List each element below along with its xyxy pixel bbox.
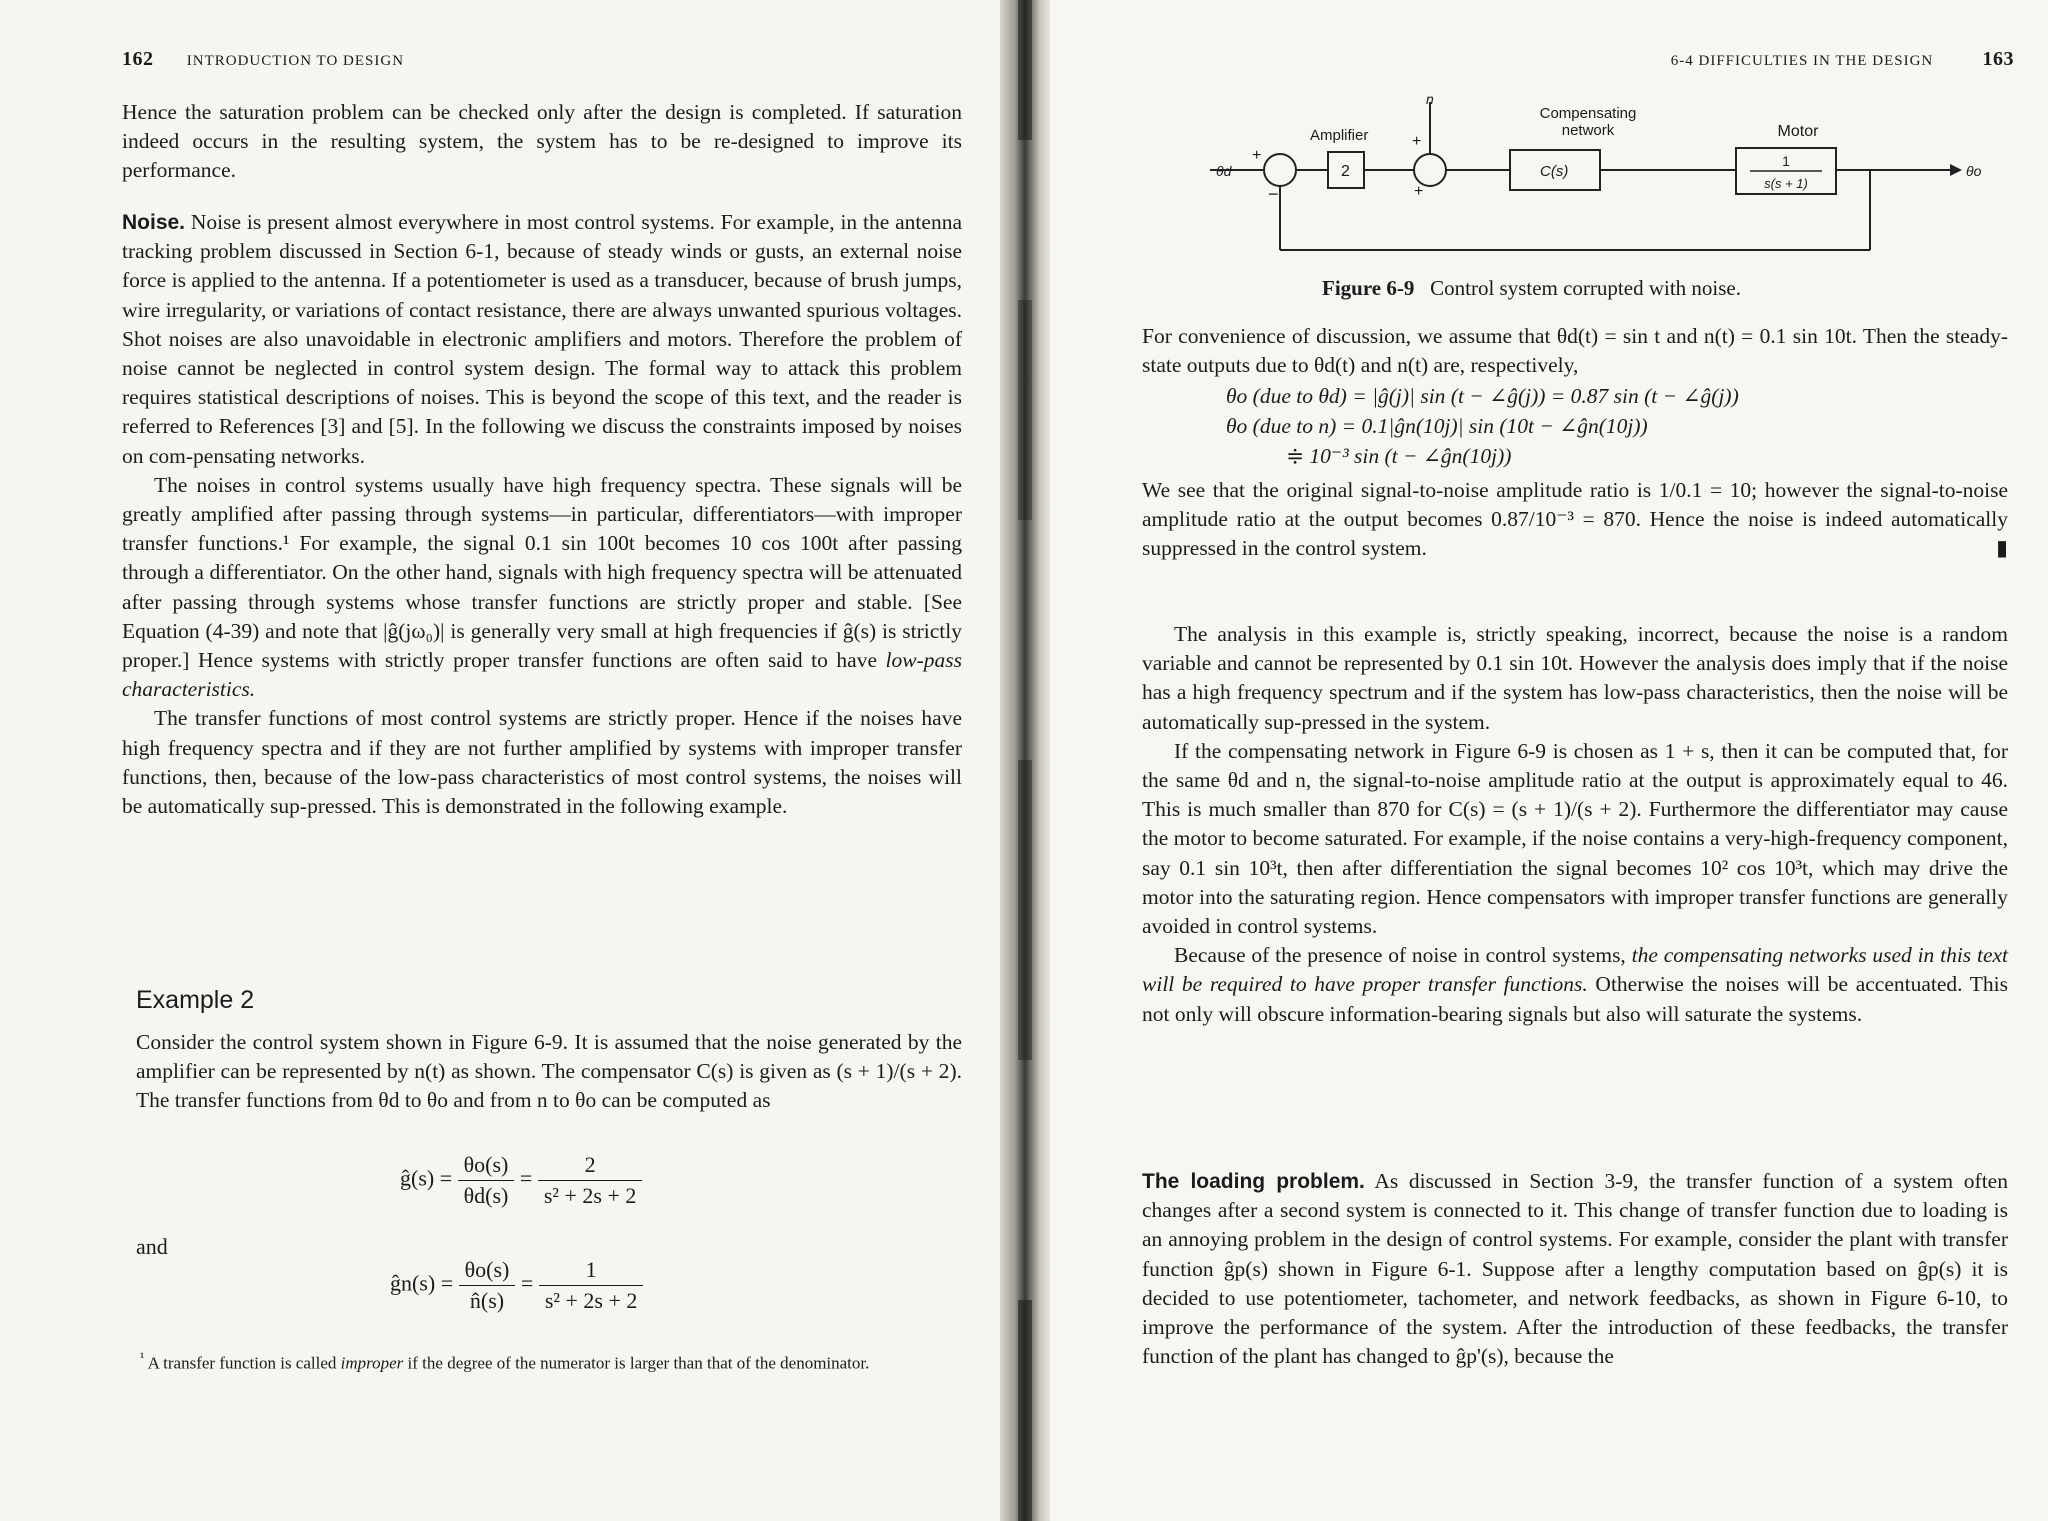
motor-denominator: s(s + 1): [1764, 176, 1808, 191]
example-title: Example 2: [136, 986, 255, 1014]
amplifier-gain: 2: [1341, 163, 1350, 180]
motor-label: Motor: [1777, 123, 1819, 140]
plus-sign-1: +: [1252, 147, 1262, 164]
right-para-2: We see that the original signal-to-noise amplitude ratio is 1/0.1 = 10; however the signal-to-noise amplitude ratio at the output becomes 0.87/10⁻³ = 870. Hence the noise is indeed automatically suppressed in the control system. ▮: [1142, 476, 2008, 564]
right-para-5: Because of the presence of noise in control systems, the compensating networks used in this text will be required to have proper transfer functions. Otherwise the noises will be accentuated. This not only will obscure information-bearing signals but also will saturate the systems.: [1142, 943, 2009, 1026]
compensator-label-1: Compensating: [1539, 105, 1637, 122]
noise-label: n: [1426, 91, 1434, 107]
figure-caption: Figure 6-9 Control system corrupted with noise.: [1322, 276, 1741, 300]
left-page: [0, 0, 1000, 1521]
end-of-example-mark: ▮: [1996, 536, 2008, 561]
math-line-1: θo (due to θd) = |ĝ(j)| sin (t − ∠ĝ(j)) = 0.87 sin (t − ∠ĝ(j)): [1226, 384, 1739, 408]
book-gutter: [1000, 0, 1050, 1521]
plus-sign-2: +: [1412, 133, 1422, 150]
compensator-block-label: C(s): [1540, 163, 1569, 180]
summing-junction-1: [1264, 154, 1296, 186]
right-body: [1142, 620, 2008, 1029]
left-running-head: [122, 48, 404, 71]
right-running-title: 6-4 DIFFICULTIES IN THE DESIGN: [1670, 53, 1934, 69]
noise-paragraph: Noise. Noise is present almost everywhere in most control systems. For example, in the antenna tracking problem discussed in Section 6-1, because of steady winds or gusts, an external noise force is applied to the antenna. If a potentiometer is used as a transducer, because of brush jumps, wire irregularity, or variations of contact resistance, there are always unwanted spurious voltages. Shot noises are also unavoidable in electronic amplifiers and motors. Therefore the problem of noise cannot be neglected in control system design. The formal way to attack this problem requires statistical descriptions of noises. This is beyond the scope of this text, and the reader is referred to References [3] and [5]. In the following we discuss the constraints imposed by noises on com-pensating networks.: [122, 210, 962, 468]
input-label: θd: [1216, 163, 1232, 179]
output-arrow: [1950, 164, 1962, 176]
equation-1: ĝ(s) = $\frac{\theta o(s)}{\theta d(s)}$ = $\frac{2}{\text{s² + 2s + 2}}$: [400, 1150, 642, 1211]
example-paragraph: Consider the control system shown in Figure 6-9. It is assumed that the noise generated by the amplifier can be represented by n(t) as shown. The compensator C(s) is given as (s + 1)/(s + 2). The transfer functions from θd to θo and from n to θo can be computed as: [136, 1030, 962, 1113]
loading-heading: The loading problem.: [1142, 1170, 1365, 1193]
right-para-3: The analysis in this example is, strictly speaking, incorrect, because the noise is a random variable and cannot be represented by 0.1 sin 10t. However the analysis does imply that if the noise has a high frequency spectrum and if the system has low-pass characteristics, then the noise will be automatically sup-pressed in the system.: [1142, 622, 2008, 734]
and-word: and: [136, 1234, 168, 1259]
plus-sign-3: +: [1414, 183, 1424, 200]
math-line-2: θo (due to n) = 0.1|ĝn(10j)| sin (10t − ∠ĝn(10j)): [1226, 414, 1648, 438]
footnote: $^{^1}$ A transfer function is called improper if the degree of the numerator is larger than that of the denominator.: [140, 1350, 870, 1373]
output-label: θo: [1966, 163, 1982, 179]
loading-section: The loading problem. As discussed in Section 3-9, the transfer function of a system often changes after a second system is connected to it. This change of transfer function due to loading is an annoying problem in the design of control systems. For example, consider the plant with transfer function ĝp(s) shown in Figure 6-1. Suppose after a lengthy computation based on ĝp(s) it is decided to use potentiometer, tachometer, and network feedbacks, as shown in Figure 6-10, to improve the performance of the system. After the introduction of these feedbacks, the transfer function of the plant has changed to ĝp'(s), because the: [1142, 1169, 2008, 1369]
left-page-number: 162: [122, 48, 154, 70]
right-page-number: 163: [1982, 48, 2014, 70]
motor-numerator: 1: [1782, 153, 1790, 169]
right-para-4: If the compensating network in Figure 6-9 is chosen as 1 + s, then it can be computed that, for the same θd and n, the signal-to-noise amplitude ratio at the output is approximately equal to 46. This is much smaller than 870 for C(s) = (s + 1)/(s + 2). Furthermore the differentiator may cause the motor to become saturated. For example, if the noise contains a very-high-frequency component, say 0.1 sin 10³t, then after differentiation the signal becomes 10² cos 10³t, which may drive the motor into the saturating region. Hence compensators with improper transfer functions are generally avoided in control systems.: [1142, 738, 2008, 939]
noise-paragraph-3: The transfer functions of most control systems are strictly proper. Hence if the noises have high frequency spectra and if they are not further amplified by systems with improper transfer functions, then, because of the low-pass characteristics of most control systems, the noises will be automatically sup-pressed. This is demonstrated in the following example.: [122, 706, 962, 819]
left-running-title: INTRODUCTION TO DESIGN: [186, 53, 405, 69]
right-running-head: [1671, 48, 2014, 71]
noise-section: [122, 208, 962, 821]
gutter-shadow: [1018, 1300, 1032, 1521]
minus-sign-1: −: [1268, 184, 1279, 204]
summing-junction-2: [1414, 154, 1446, 186]
block-diagram: [1210, 90, 1990, 280]
intro-paragraph: Hence the saturation problem can be checked only after the design is completed. If saturation indeed occurs in the resulting system, the system has to be re-designed to improve its performance.: [122, 100, 962, 183]
right-page: [1050, 0, 2048, 1521]
amplifier-label: Amplifier: [1310, 127, 1369, 144]
gutter-shadow: [1018, 300, 1032, 520]
right-para-1: For convenience of discussion, we assume that θd(t) = sin t and n(t) = 0.1 sin 10t. Then the steady-state outputs due to θd(t) and n(t) are, respectively,: [1142, 324, 2008, 378]
gutter-shadow: [1018, 760, 1032, 1060]
noise-paragraph-2: The noises in control systems usually have high frequency spectra. These signals will be greatly amplified after passing through systems—in particular, differentiators—with improper transfer functions.¹ For example, the signal 0.1 sin 100t becomes 10 cos 100t after passing through a differentiator. On the other hand, signals with high frequency spectra will be attenuated after passing through systems whose transfer functions are strictly proper and stable. [See Equation (4-39) and note that |ĝ(jω₀)| is generally very small at high frequencies if ĝ(s) is strictly proper.] Hence systems with strictly proper transfer functions are often said to have low-pass characteristics.: [122, 472, 963, 702]
gutter-shadow: [1018, 0, 1032, 140]
math-line-3: ≑ 10⁻³ sin (t − ∠ĝn(10j)): [1286, 444, 1512, 468]
compensator-label-2: network: [1561, 122, 1615, 139]
equation-2: ĝn(s) = $\frac{\theta o(s)}{n̂(s)}$ = $\frac{1}{\text{s² + 2s + 2}}$: [390, 1255, 643, 1316]
noise-heading: Noise.: [122, 211, 186, 234]
